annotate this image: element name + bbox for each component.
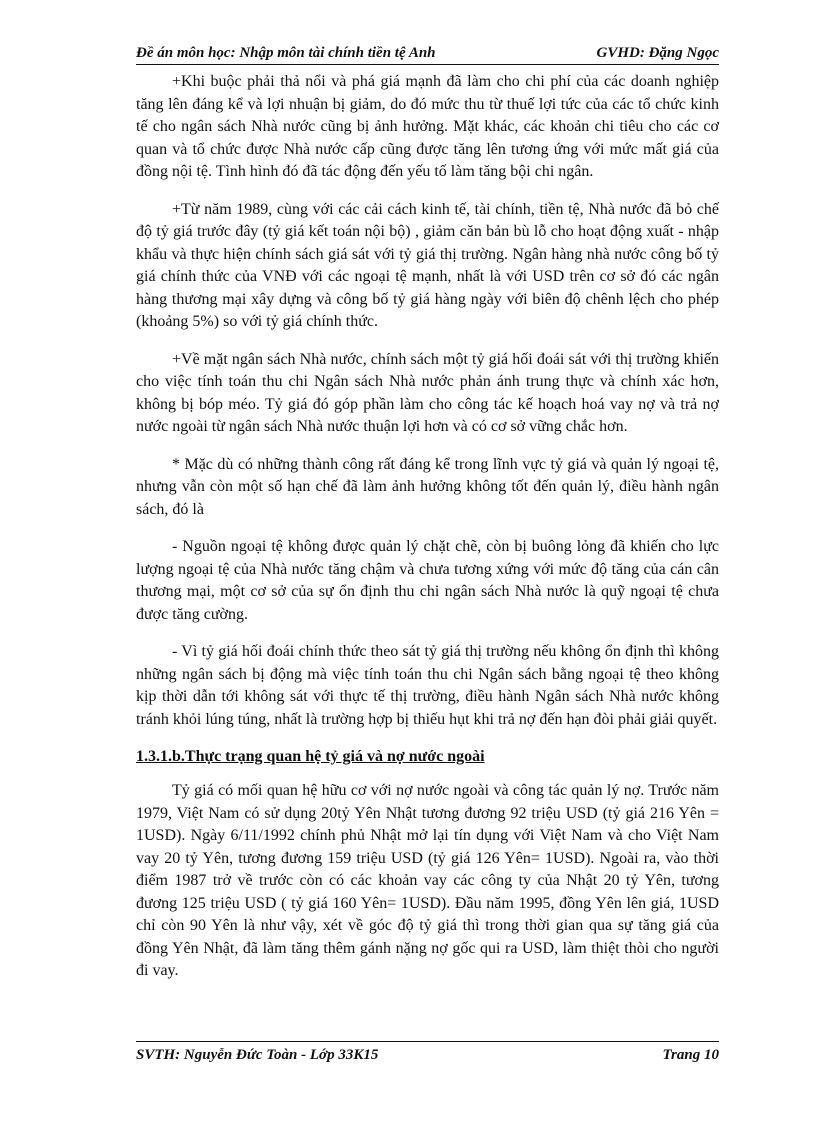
document-page <box>136 44 719 998</box>
document-body <box>136 71 719 983</box>
paragraph-4: * Mặc dù có những thành công rất đáng kể trong lĩnh vực tỷ giá và quản lý ngoại tệ, nhưng vẫn còn một số hạn chế đã làm ảnh hưởng không tốt đến quản lý, điều hành ngân sách, đó là <box>136 455 719 518</box>
page-header <box>136 44 719 65</box>
header-instructor: GVHD: Đặng Ngọc <box>596 45 719 61</box>
section-heading: 1.3.1.b.Thực trạng quan hệ tỷ giá và nợ nước ngoài <box>136 748 485 765</box>
paragraph-1: +Khi buộc phải thả nổi và phá giá mạnh đã làm cho chi phí của các doanh nghiệp tăng lên đáng kể và lợi nhuận bị giảm, do đó mức thu từ thuế lợi tức của các tổ chức kinh tế cho ngân sách Nhà nước cũng bị ảnh hưởng. Mặt khác, các khoản chi tiêu cho các cơ quan và tổ chức được Nhà nước cấp cũng được tăng lên tương ứng với mức mất giá của đồng nội tệ. Tình hình đó đã tác động đến yếu tố làm tăng bội chi ngân. <box>136 73 719 180</box>
paragraph-2: +Từ năm 1989, cùng với các cải cách kinh tế, tài chính, tiền tệ, Nhà nước đã bỏ chế độ tỷ giá trước đây (tỷ giá kết toán nội bộ) , giảm căn bản bù lỗ cho hoạt động xuất - nhập khẩu và thực hiện chính sách giá sát với tỷ giá thị trường. Ngân hàng nhà nước công bố tỷ giá chính thức của VNĐ với các ngoại tệ mạnh, nhất là với USD trên cơ sở đó các ngân hàng thương mại xây dựng và công bố tỷ giá hàng ngày với biên độ chênh lệch cho phép (khoảng 5%) so với tỷ giá chính thức. <box>136 200 719 330</box>
paragraph-7: Tỷ giá có mối quan hệ hữu cơ với nợ nước ngoài và công tác quản lý nợ. Trước năm 1979, Việt Nam có sử dụng 20tỷ Yên Nhật tương đương 92 triệu USD (tỷ giá 216 Yên = 1USD). Ngày 6/11/1992 chính phủ Nhật mở lại tín dụng với Việt Nam và cho Việt Nam vay 20 tỷ Yên, tương đương 159 triệu USD (tỷ giá 126 Yên= 1USD). Ngoài ra, vào thời điểm 1987 trở về trước còn có các khoản vay các công ty của Nhật 20 tỷ Yên, tương đương 125 triệu USD ( tỷ giá 160 Yên= 1USD). Đầu năm 1995, đồng Yên lên giá, 1USD chỉ còn 90 Yên là như vậy, xét về góc độ tỷ giá thì trong thời gian qua sự tăng giá của đồng Yên Nhật, đã làm tăng thêm gánh nặng nợ gốc qui ra USD, làm thiệt thòi cho người đi vay. <box>136 782 719 979</box>
footer-student: SVTH: Nguyễn Đức Toàn - Lớp 33K15 <box>136 1047 379 1063</box>
page-footer <box>136 1041 719 1065</box>
paragraph-5: - Nguồn ngoại tệ không được quản lý chặt chẽ, còn bị buông lỏng đã khiến cho lực lượng ngoại tệ của Nhà nước tăng chậm và chưa tương xứng với mức độ tăng của cán cân thương mại, một cơ sở của sự ổn định thu chi ngân sách Nhà nước là quỹ ngoại tệ chưa được tăng cường. <box>136 538 719 623</box>
paragraph-3: +Về mặt ngân sách Nhà nước, chính sách một tỷ giá hối đoái sát với thị trường khiến cho việc tính toán thu chi Ngân sách Nhà nước phản ánh trung thực và chính xác hơn, không bị bóp méo. Tỷ giá đó góp phần làm cho công tác kế hoạch hoá vay nợ và trả nợ nước ngoài từ ngân sách Nhà nước thuận lợi hơn và có cơ sở vững chắc hơn. <box>136 350 719 435</box>
footer-page-number: Trang 10 <box>662 1047 719 1063</box>
header-course-title: Đề án môn học: Nhập môn tài chính tiền tệ Anh <box>136 45 436 61</box>
paragraph-6: - Vì tỷ giá hối đoái chính thức theo sát tỷ giá thị trường nếu không ổn định thì không những ngân sách bị động mà việc tính toán thu chi Ngân sách bằng ngoại tệ theo không kịp thời dẫn tới không sát với thực tế thị trường, điều hành Ngân sách Nhà nước không tránh khỏi lúng túng, nhất là trường hợp bị thiếu hụt khi trả nợ đến hạn đòi phải giải quyết. <box>136 643 719 728</box>
